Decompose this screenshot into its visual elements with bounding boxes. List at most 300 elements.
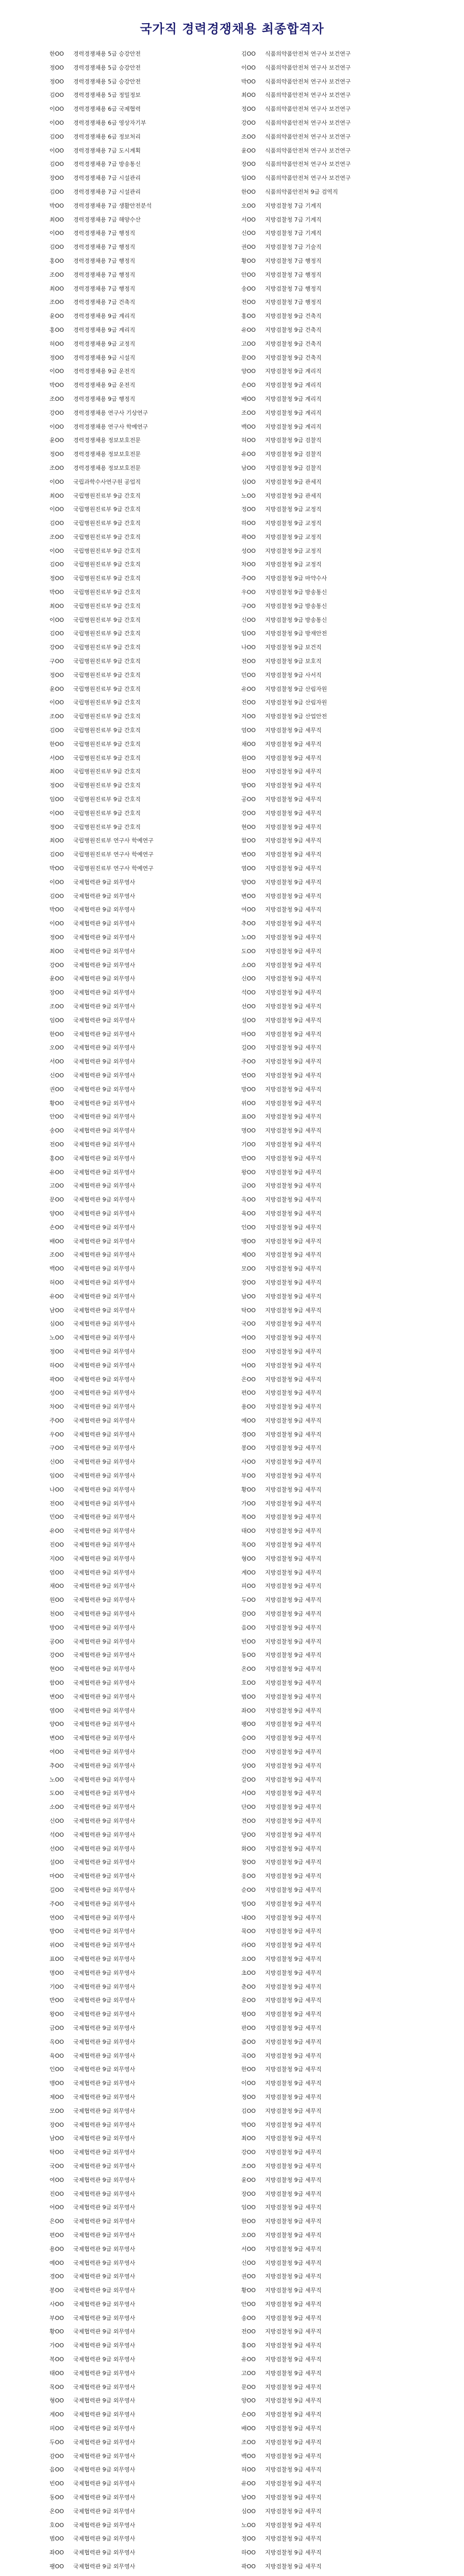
- position-info: 국제협력관 9급 외무영사: [73, 2204, 136, 2211]
- position-info: 지방검찰청 9급 세무직: [265, 1997, 322, 2004]
- position-info: 지방검찰청 9급 세무직: [265, 2245, 322, 2252]
- applicant-name: 최OO: [241, 92, 256, 99]
- list-item: [241, 489, 427, 503]
- applicant-name: 황OO: [49, 2328, 64, 2335]
- applicant-name: 두OO: [241, 1597, 256, 1604]
- position-info: 국제협력관 9급 외무영사: [73, 906, 136, 913]
- applicant-name: 형OO: [241, 1555, 256, 1562]
- applicant-name: 민OO: [49, 1514, 64, 1521]
- list-item: [49, 1801, 235, 1815]
- applicant-name: 양OO: [49, 1210, 64, 1217]
- applicant-name: 예OO: [49, 2259, 64, 2266]
- position-info: 지방검찰청 9급 세무직: [265, 727, 322, 734]
- list-item: [241, 1345, 427, 1359]
- list-item: [49, 2381, 235, 2395]
- applicant-name: 박OO: [49, 865, 64, 872]
- applicant-name: 주OO: [49, 1417, 64, 1424]
- applicant-name: 김OO: [49, 161, 64, 168]
- position-info: 지방검찰청 9급 세무직: [265, 2383, 322, 2391]
- list-item: [241, 1704, 427, 1718]
- list-item: [241, 116, 427, 130]
- position-info: 지방검찰청 9급 방재안전: [265, 630, 327, 637]
- applicant-name: 배OO: [241, 395, 256, 402]
- position-info: 국제협력관 9급 외무영사: [73, 2011, 136, 2018]
- applicant-name: 홍OO: [49, 326, 64, 333]
- position-info: 국제협력관 9급 외무영사: [73, 1624, 136, 1631]
- position-info: 지방검찰청 9급 세무직: [265, 809, 322, 817]
- position-info: 지방검찰청 9급 세무직: [265, 1955, 322, 1962]
- position-info: 지방검찰청 9급 건축직: [265, 354, 322, 361]
- position-info: 지방검찰청 9급 세무직: [265, 1735, 322, 1742]
- applicant-name: 노OO: [241, 934, 256, 941]
- position-info: 국제협력관 9급 외무영사: [73, 1955, 136, 1962]
- applicant-name: 노OO: [241, 2521, 256, 2529]
- applicant-name: 진OO: [241, 1348, 256, 1355]
- position-info: 지방검찰청 9급 검찰직: [265, 451, 322, 458]
- position-info: 지방검찰청 9급 세무직: [265, 2314, 322, 2321]
- position-info: 경력경쟁채용 9급 교정직: [73, 340, 136, 347]
- applicant-name: 김OO: [49, 892, 64, 900]
- position-info: 국립병원진료부 9급 간호직: [73, 713, 141, 720]
- applicant-name: 반OO: [49, 1997, 64, 2004]
- list-item: [49, 738, 235, 752]
- list-item: [49, 1152, 235, 1166]
- position-info: 지방검찰청 9급 세무직: [265, 1900, 322, 1907]
- position-info: 국제협력관 9급 외무영사: [73, 1099, 136, 1107]
- list-item: [49, 1414, 235, 1428]
- applicant-name: 주OO: [241, 1058, 256, 1065]
- applicant-name: 배OO: [49, 1238, 64, 1245]
- list-item: [49, 2270, 235, 2284]
- position-info: 지방검찰청 9급 세무직: [265, 1486, 322, 1493]
- position-info: 지방검찰청 9급 세무직: [265, 1072, 322, 1079]
- applicant-name: 장OO: [49, 2121, 64, 2128]
- list-item: [241, 365, 427, 379]
- position-info: 국제협력관 9급 외무영사: [73, 2121, 136, 2128]
- applicant-name: 백OO: [241, 2452, 256, 2460]
- applicant-name: 봉OO: [49, 2287, 64, 2294]
- position-info: 지방검찰청 9급 세무직: [265, 1307, 322, 1314]
- list-item: [241, 351, 427, 365]
- applicant-name: 한OO: [241, 2066, 256, 2073]
- list-item: [49, 834, 235, 848]
- list-item: [241, 710, 427, 724]
- applicant-name: 안OO: [241, 2300, 256, 2308]
- applicant-name: 금OO: [49, 2024, 64, 2031]
- applicant-name: 유OO: [241, 326, 256, 333]
- applicant-name: 황OO: [241, 1486, 256, 1493]
- list-item: [49, 1483, 235, 1497]
- applicant-name: 인OO: [241, 1224, 256, 1231]
- applicant-name: 이OO: [241, 2080, 256, 2087]
- applicant-name: 장OO: [241, 161, 256, 168]
- applicant-name: 정OO: [49, 575, 64, 582]
- position-info: 지방검찰청 9급 세무직: [265, 2342, 322, 2349]
- list-item: [241, 1041, 427, 1055]
- list-item: [241, 641, 427, 655]
- position-info: 국제협력관 9급 외무영사: [73, 878, 136, 886]
- applicant-name: 석OO: [49, 1831, 64, 1838]
- list-item: [49, 2146, 235, 2160]
- applicant-name: 탁OO: [49, 2149, 64, 2156]
- list-item: [49, 2394, 235, 2408]
- list-item: [49, 531, 235, 545]
- applicant-name: [49, 2574, 73, 2576]
- applicant-name: 성OO: [49, 1389, 64, 1397]
- list-item: [241, 2008, 427, 2022]
- applicant-name: 전OO: [49, 1500, 64, 1507]
- applicant-name: 팽OO: [49, 2563, 64, 2570]
- position-info: 지방검찰청 9급 계리직: [265, 409, 322, 416]
- applicant-name: 신OO: [49, 1072, 64, 1079]
- list-item: [241, 1538, 427, 1552]
- list-item: [49, 158, 235, 172]
- position-info: 국제협력관 9급 외무영사: [73, 1320, 136, 1328]
- applicant-name: 전OO: [49, 1141, 64, 1148]
- list-item: [241, 2408, 427, 2422]
- list-item: [241, 1815, 427, 1828]
- applicant-name: 추OO: [49, 1762, 64, 1769]
- position-info: 국제협력관 9급 외무영사: [73, 1044, 136, 1052]
- position-info: 지방검찰청 9급 건축직: [265, 313, 322, 320]
- applicant-name: 장OO: [241, 2190, 256, 2197]
- applicant-name: 단OO: [241, 1804, 256, 1811]
- list-item: [241, 1607, 427, 1621]
- list-item: [241, 1870, 427, 1884]
- applicant-name: 문OO: [241, 2383, 256, 2391]
- applicant-name: 정OO: [49, 64, 64, 71]
- position-info: 지방검찰청 9급 보호직: [265, 658, 322, 665]
- list-item: [241, 1290, 427, 1304]
- position-info: 국제협력관 9급 외무영사: [73, 1831, 136, 1838]
- position-info: 지방검찰청 9급 세무직: [265, 1804, 322, 1811]
- position-info: 국제협력관 9급 외무영사: [73, 1251, 136, 1259]
- position-info: 지방검찰청 9급 사서직: [265, 671, 322, 679]
- position-info: 지방검찰청 9급 교정직: [265, 533, 322, 540]
- list-item: [49, 903, 235, 917]
- list-item: [49, 1179, 235, 1193]
- position-info: 지방검찰청 9급 세무직: [265, 1127, 322, 1134]
- position-info: 지방검찰청 9급 세무직: [265, 1528, 322, 1535]
- applicant-name: 조OO: [241, 409, 256, 416]
- applicant-name: 은OO: [49, 2218, 64, 2225]
- list-item: [241, 586, 427, 600]
- list-item: [49, 945, 235, 959]
- list-item: [49, 1193, 235, 1207]
- applicant-name: 김OO: [49, 727, 64, 734]
- applicant-name: 변OO: [241, 851, 256, 858]
- applicant-name: 서OO: [241, 2245, 256, 2252]
- position-info: 지방검찰청 9급 세무직: [265, 1044, 322, 1052]
- list-item: [49, 1607, 235, 1621]
- list-item: [49, 696, 235, 710]
- applicant-name: 추OO: [241, 920, 256, 927]
- position-info: 지방검찰청 9급 세무직: [265, 2218, 322, 2225]
- applicant-name: 감OO: [241, 1611, 256, 1618]
- position-info: 경력경쟁채용 5급 승강안전: [73, 50, 141, 57]
- list-item: [241, 130, 427, 144]
- position-info: 지방검찰청 9급 세무직: [265, 1983, 322, 1990]
- applicant-name: 현OO: [49, 1666, 64, 1673]
- applicant-name: 엄OO: [241, 727, 256, 734]
- applicant-name: 강OO: [49, 644, 64, 651]
- position-info: 국제협력관 9급 외무영사: [73, 1155, 136, 1162]
- list-item: [49, 2049, 235, 2063]
- position-info: 지방검찰청 9급 세무직: [265, 823, 322, 831]
- applicant-name: 명OO: [241, 1127, 256, 1134]
- position-info: 지방검찰청 9급 세무직: [265, 989, 322, 996]
- list-item: [49, 2353, 235, 2367]
- position-info: 경력경쟁채용 5급 정밀정보: [73, 92, 141, 99]
- position-info: 국제협력관 9급 외무영사: [73, 1790, 136, 1797]
- applicant-name: 심OO: [241, 2507, 256, 2515]
- list-item: [49, 1828, 235, 1842]
- list-item: [241, 2463, 427, 2477]
- applicant-name: 박OO: [49, 382, 64, 389]
- position-info: 국립병원진료부 9급 간호직: [73, 671, 141, 679]
- list-item: [49, 1276, 235, 1290]
- position-info: 지방검찰청 9급 세무직: [265, 754, 322, 761]
- list-item: [49, 765, 235, 779]
- position-info: 지방검찰청 9급 세무직: [265, 2494, 322, 2501]
- list-item: [241, 1304, 427, 1318]
- list-item: [49, 1345, 235, 1359]
- applicant-name: 송OO: [49, 1127, 64, 1134]
- list-item: [241, 2119, 427, 2132]
- applicant-name: 방OO: [241, 1086, 256, 1093]
- position-info: 지방검찰청 9급 세무직: [265, 2425, 322, 2432]
- position-info: 국제협력관 9급 외무영사: [73, 1514, 136, 1521]
- position-info: 국제협력관 9급 외무영사: [73, 1873, 136, 1880]
- list-item: [49, 2505, 235, 2519]
- position-info: 국립병원진료부 연구사 학예연구: [73, 837, 154, 844]
- applicant-name: 빈OO: [241, 1638, 256, 1645]
- list-item: [49, 1041, 235, 1055]
- list-item: [241, 1110, 427, 1124]
- applicant-name: 곽OO: [241, 2563, 256, 2570]
- applicant-name: 고OO: [49, 1182, 64, 1190]
- applicant-name: 범OO: [241, 1693, 256, 1700]
- position-info: 국제협력관 9급 외무영사: [73, 1652, 136, 1659]
- list-item: [241, 821, 427, 835]
- applicant-name: 박OO: [241, 78, 256, 85]
- applicant-name: 조OO: [49, 533, 64, 540]
- applicant-name: 부OO: [49, 2314, 64, 2321]
- position-info: 국립병원진료부 9급 간호직: [73, 685, 141, 692]
- list-item: [49, 2560, 235, 2574]
- applicant-name: 강OO: [49, 1652, 64, 1659]
- applicant-name: 마OO: [49, 1873, 64, 1880]
- applicant-name: 조OO: [49, 713, 64, 720]
- list-item: [49, 1580, 235, 1594]
- applicant-name: 홍OO: [49, 257, 64, 264]
- list-item: [49, 489, 235, 503]
- position-info: 국립병원진료부 9급 간호직: [73, 506, 141, 513]
- applicant-name: 주OO: [49, 1900, 64, 1907]
- list-item: [241, 848, 427, 862]
- position-info: 국제협력관 9급 외무영사: [73, 975, 136, 982]
- list-item: [49, 434, 235, 448]
- position-info: 국제협력관 9급 외무영사: [73, 1196, 136, 1204]
- list-item: [241, 1994, 427, 2008]
- applicant-name: 유OO: [49, 1528, 64, 1535]
- list-item: [49, 116, 235, 130]
- list-item: [49, 1069, 235, 1083]
- position-info: 국제협력관 9급 외무영사: [73, 2466, 136, 2473]
- position-info: 지방검찰청 9급 세무직: [265, 1611, 322, 1618]
- list-item: [49, 1704, 235, 1718]
- position-info: 지방검찰청 7급 기계직: [265, 216, 322, 223]
- position-info: 국제협력관 9급 외무영사: [73, 2438, 136, 2446]
- position-info: 국제협력관 9급 외무영사: [73, 2176, 136, 2183]
- applicant-name: 윤OO: [49, 975, 64, 982]
- list-item: [49, 1718, 235, 1732]
- list-item: [49, 779, 235, 793]
- position-info: 경력경쟁채용 9급 계리직: [73, 326, 136, 333]
- list-item: [49, 130, 235, 144]
- list-item: [49, 2160, 235, 2174]
- position-info: 지방검찰청 9급 세무직: [265, 1003, 322, 1010]
- list-item: [241, 241, 427, 255]
- applicant-name: 임OO: [49, 1472, 64, 1480]
- position-info: 국제협력관 9급 외무영사: [73, 1804, 136, 1811]
- position-info: 국립과학수사연구원 공업직: [73, 478, 141, 485]
- position-info: 지방검찰청 9급 교정직: [265, 547, 322, 554]
- list-item: [49, 1842, 235, 1856]
- list-item: [241, 738, 427, 752]
- list-item: [49, 2243, 235, 2257]
- applicant-name: 송OO: [241, 2314, 256, 2321]
- applicant-name: 유OO: [241, 2356, 256, 2363]
- position-info: 국제협력관 9급 외무영사: [73, 2328, 136, 2335]
- position-info: 국제협력관 9급 외무영사: [73, 1597, 136, 1604]
- applicant-name: 하OO: [241, 2549, 256, 2556]
- applicant-name: 한OO: [49, 740, 64, 748]
- applicant-name: 장OO: [49, 989, 64, 996]
- applicant-name: 백OO: [241, 423, 256, 430]
- list-item: [241, 282, 427, 296]
- applicant-name: 이OO: [49, 147, 64, 154]
- list-item: [49, 448, 235, 462]
- position-info: 지방검찰청 9급 세무직: [265, 2452, 322, 2460]
- list-item: [241, 1980, 427, 1994]
- applicant-name: 공OO: [49, 1638, 64, 1645]
- list-item: [241, 931, 427, 945]
- applicant-name: 함OO: [49, 1680, 64, 1687]
- position-info: 국제협력관 9급 외무영사: [73, 1417, 136, 1424]
- list-item: [49, 2325, 235, 2339]
- list-item: [241, 2091, 427, 2105]
- applicant-name: 박OO: [241, 2121, 256, 2128]
- list-item: [49, 1649, 235, 1663]
- list-item: [49, 2201, 235, 2215]
- list-item: [49, 2312, 235, 2326]
- applicant-name: 한OO: [49, 50, 64, 57]
- applicant-name: 서OO: [49, 1058, 64, 1065]
- applicant-name: 호OO: [241, 1680, 256, 1687]
- applicant-name: 강OO: [49, 961, 64, 969]
- position-info: 국제협력관 9급 외무영사: [73, 1348, 136, 1355]
- position-info: 국립병원진료부 연구사 학예연구: [73, 851, 154, 858]
- applicant-name: 요OO: [241, 1955, 256, 1962]
- position-info: 국제협력관 9급 외무영사: [73, 1072, 136, 1079]
- list-item: [49, 1428, 235, 1442]
- applicant-name: 춘OO: [241, 1983, 256, 1990]
- applicant-name: 최OO: [49, 602, 64, 609]
- list-item: [49, 876, 235, 890]
- applicant-name: 현OO: [241, 823, 256, 831]
- position-info: 국제협력관 9급 외무영사: [73, 1680, 136, 1687]
- applicant-name: 김OO: [49, 851, 64, 858]
- position-info: 지방검찰청 9급 세무직: [265, 2066, 322, 2073]
- position-info: 지방검찰청 9급 세무직: [265, 1113, 322, 1121]
- list-item: [241, 1511, 427, 1524]
- list-item: [49, 1359, 235, 1373]
- list-item: [241, 2243, 427, 2257]
- list-item: [241, 614, 427, 628]
- applicant-name: 윤OO: [49, 313, 64, 320]
- position-info: 지방검찰청 9급 세무직: [265, 1459, 322, 1466]
- applicant-name: 빙OO: [241, 1900, 256, 1907]
- list-item: [241, 462, 427, 476]
- list-item: [49, 1925, 235, 1939]
- applicant-name: 목OO: [241, 1541, 256, 1549]
- list-item: [49, 420, 235, 434]
- applicant-name: 장OO: [241, 1279, 256, 1286]
- applicant-name: 전OO: [241, 299, 256, 306]
- list-item: [241, 1939, 427, 1953]
- applicant-name: 빈OO: [49, 2480, 64, 2487]
- applicant-name: 왕OO: [241, 1168, 256, 1176]
- position-info: 국제협력관 9급 외무영사: [73, 1431, 136, 1438]
- applicant-name: 연OO: [241, 1072, 256, 1079]
- list-item: [241, 2312, 427, 2326]
- applicant-name: 모OO: [241, 1265, 256, 1273]
- position-info: 국제협력관 9급 외무영사: [73, 2314, 136, 2321]
- list-item: [49, 172, 235, 185]
- position-info: 국제협력관 9급 외무영사: [73, 1141, 136, 1148]
- list-item: [241, 2491, 427, 2505]
- list-item: [241, 1828, 427, 1842]
- applicant-name: 길OO: [49, 1886, 64, 1893]
- position-info: 국제협력관 9급 외무영사: [73, 1707, 136, 1714]
- position-info: 지방검찰청 9급 건축직: [265, 340, 322, 347]
- list-item: [49, 986, 235, 1000]
- position-info: 경력경쟁채용 7급 해양수산: [73, 216, 141, 223]
- position-info: 국제협력관 9급 외무영사: [73, 1003, 136, 1010]
- applicant-name: 윤OO: [241, 2176, 256, 2183]
- applicant-name: 부OO: [241, 1472, 256, 1480]
- applicant-name: 최OO: [49, 837, 64, 844]
- position-info: 지방검찰청 9급 건축직: [265, 326, 322, 333]
- list-item: [49, 1055, 235, 1069]
- position-info: 지방검찰청 9급 세무직: [265, 2535, 322, 2543]
- position-info: 경력경쟁채용 7급 행정직: [73, 257, 136, 264]
- applicant-name: 구OO: [49, 1445, 64, 1452]
- applicant-name: 오OO: [241, 202, 256, 209]
- list-item: [49, 103, 235, 116]
- list-item: [49, 2574, 235, 2576]
- position-info: 지방검찰청 9급 세무직: [265, 1624, 322, 1631]
- applicant-name: 옹OO: [241, 1873, 256, 1880]
- applicant-name: 신OO: [241, 2259, 256, 2266]
- position-info: 국제협력관 9급 외무영사: [73, 1238, 136, 1245]
- applicant-name: 이OO: [49, 506, 64, 513]
- list-item: [241, 61, 427, 75]
- applicant-name: 이OO: [49, 809, 64, 817]
- position-info: 국제협력관 9급 외무영사: [73, 1611, 136, 1618]
- applicant-name: 허OO: [49, 1279, 64, 1286]
